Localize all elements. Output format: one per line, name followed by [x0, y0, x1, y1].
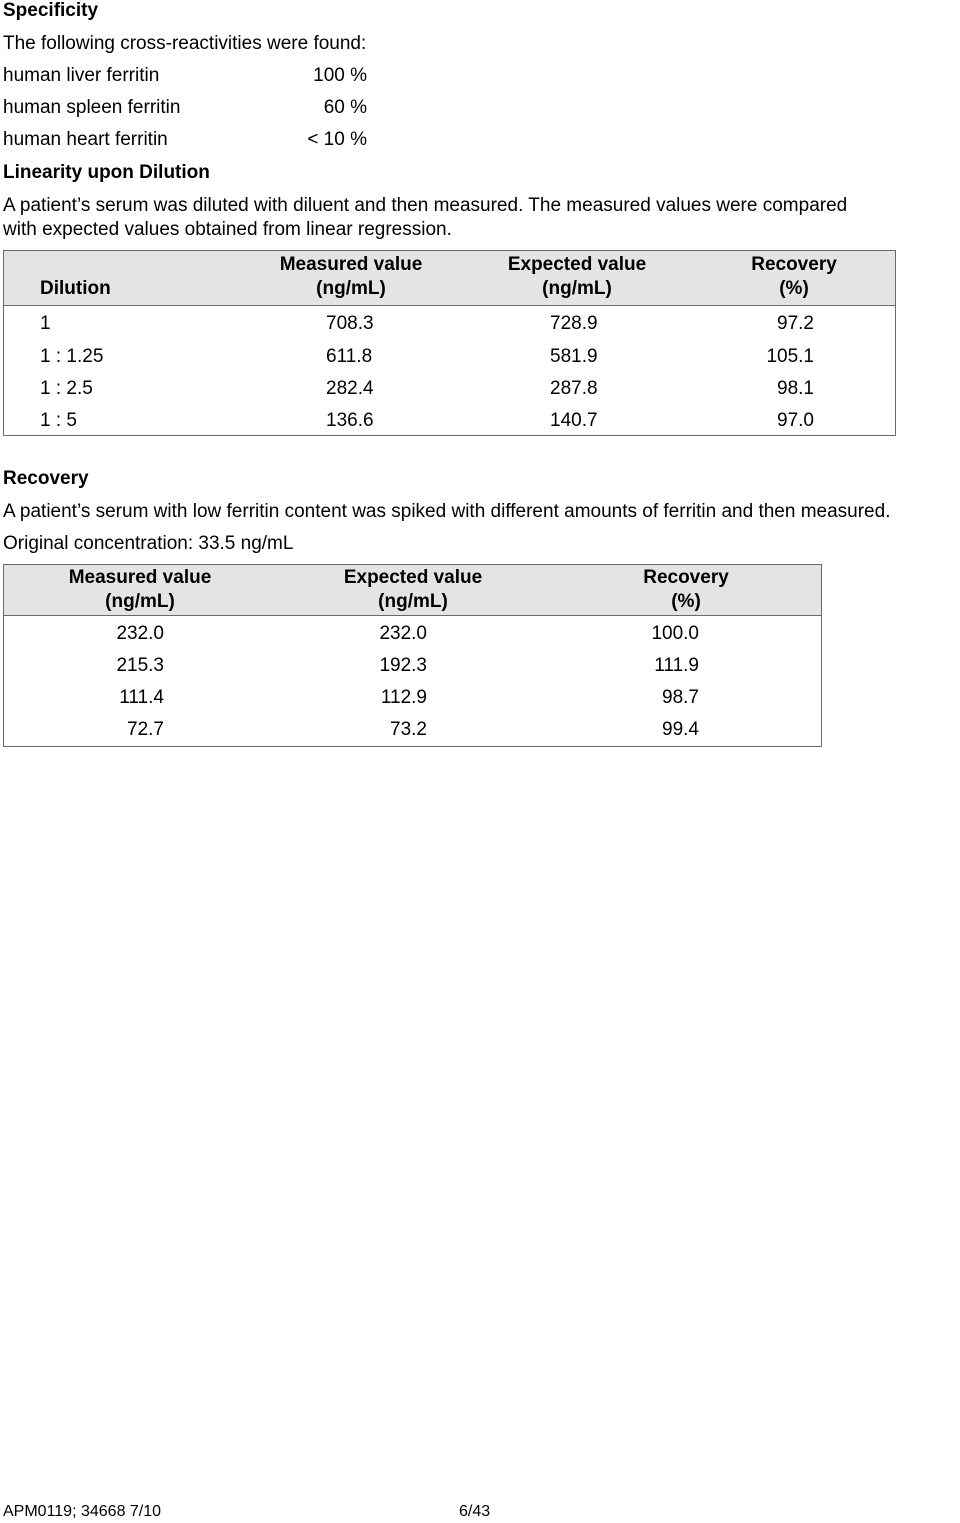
- specificity-heading: Specificity: [3, 0, 99, 21]
- column-header-recovery: Recovery (%): [751, 254, 837, 299]
- column-header-measured: Measured value (ng/mL): [68, 567, 212, 612]
- cross-reactivity-name: human liver ferritin: [3, 65, 160, 86]
- linearity-text-line1: A patient’s serum was diluted with diluent and then measured. The measured values were compared: [3, 195, 848, 216]
- cross-reactivity-name: human heart ferritin: [3, 129, 168, 150]
- recovery-table: Measured value (ng/mL) Expected value (ng/mL) Recovery (%) 232.0 232.0 100.0 215.3 192.3 111.9 111.4 112.9 98.7 72.7 73.2 99.4: [3, 564, 822, 747]
- cross-reactivity-value: < 10 %: [307, 129, 367, 150]
- original-concentration: Original concentration: 33.5 ng/mL: [3, 533, 294, 554]
- recovery-text: A patient’s serum with low ferritin content was spiked with different amounts of ferritin and then measured.: [3, 501, 891, 522]
- linearity-text-line2: with expected values obtained from linear regression.: [3, 219, 452, 240]
- linearity-heading: Linearity upon Dilution: [3, 162, 210, 183]
- column-header-measured: Measured value (ng/mL): [279, 254, 423, 299]
- table-header-row: [4, 565, 821, 616]
- linearity-table: Dilution Measured value (ng/mL) Expected value (ng/mL) Recovery (%) 1 708.3 728.9 97.2 1 : 1.25 611.8 581.9 105.1 1 : 2.5 282.4 287.8 98.1 1 : 5 136.6 140.7 97.0: [3, 250, 896, 436]
- specificity-intro: The following cross-reactivities were found:: [3, 33, 367, 54]
- cross-reactivity-name: human spleen ferritin: [3, 97, 181, 118]
- column-header-expected: Expected value (ng/mL): [507, 254, 647, 299]
- column-header-dilution: Dilution: [40, 278, 111, 299]
- column-header-expected: Expected value (ng/mL): [343, 567, 483, 612]
- cross-reactivity-value: 60 %: [323, 97, 367, 118]
- footer-doc-id: APM0119; 34668 7/10: [3, 1503, 162, 1520]
- recovery-heading: Recovery: [3, 468, 89, 489]
- cross-reactivity-value: 100 %: [313, 65, 367, 86]
- footer-page-number: 6/43: [459, 1503, 491, 1520]
- column-header-recovery: Recovery (%): [643, 567, 729, 612]
- table-header-row: [4, 251, 895, 306]
